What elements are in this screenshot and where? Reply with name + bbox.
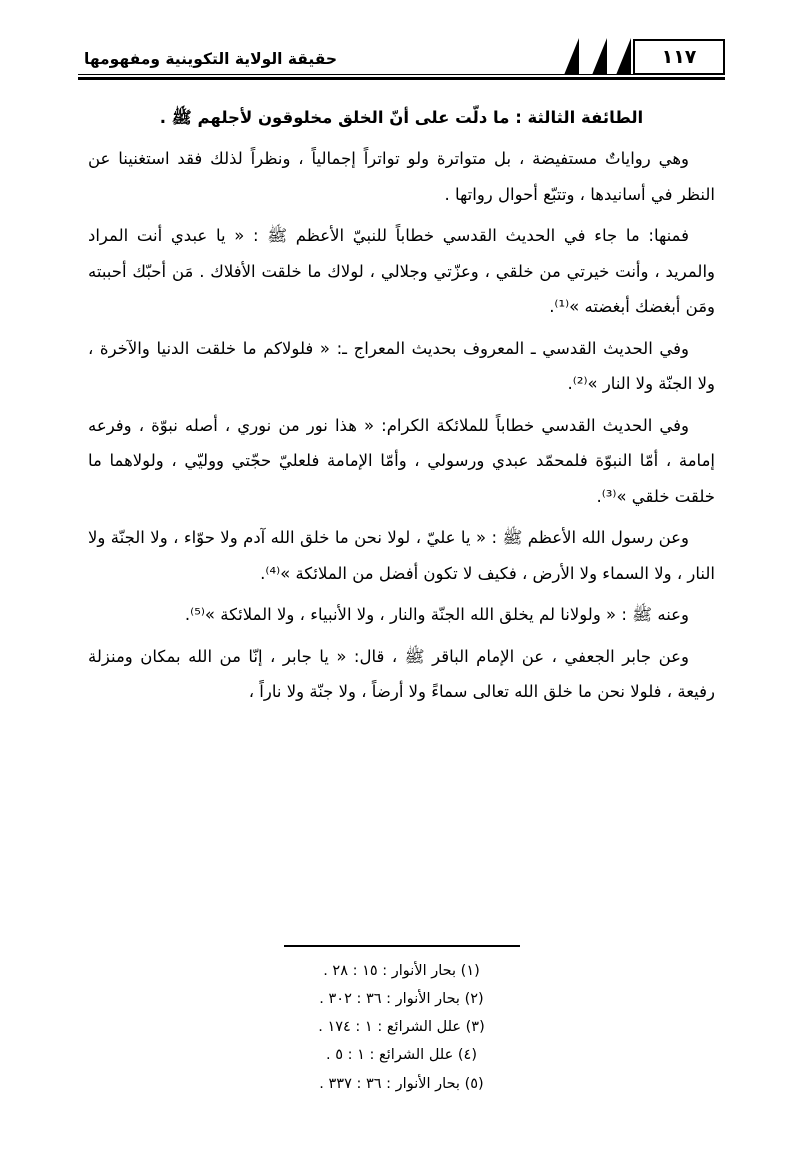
header-slash-decoration — [616, 38, 631, 75]
header-rule-thin — [78, 74, 725, 75]
footnote-item: (٢) بحار الأنوار : ٣٦ : ٣٠٢ . — [319, 990, 484, 1007]
header-title: حقيقة الولاية التكوينية ومفهومها — [84, 50, 338, 68]
body-paragraph-3: فمنها: ما جاء في الحديث القدسي خطاباً للنبيّ الأعظم ﷺ : « يا عبدي أنت المراد والمريد ، وأنت خيرتي من خلقي ، وعزّتي وجلالي ، لولاك ما خلقت الأفلاك . مَن أحبّك أحببته ومَن أبغضك أبغضته »⁽¹⁾. — [88, 226, 715, 317]
page-body — [88, 100, 715, 716]
body-paragraph-8: وعن جابر الجعفي ، عن الإمام الباقر ﷺ ، قال: « يا جابر ، إنّا من الله بمكان ومنزلة رفيعة ، فلولا نحن ما خلق الله تعالى سماءً ولا أرضاً ، ولا جنّة ولا ناراً ، — [88, 646, 715, 702]
footnote-section — [88, 945, 715, 1098]
body-paragraph-6: وعن رسول الله الأعظم ﷺ : « يا عليّ ، لولا نحن ما خلق الله آدم ولا حوّاء ، ولا الجنّة ولا النار ، ولا السماء ولا الأرض ، فكيف لا تكون أفضل من الملائكة »⁽⁴⁾. — [88, 528, 715, 583]
footnote-item: (٥) بحار الأنوار : ٣٦ : ٣٣٧ . — [319, 1075, 484, 1092]
footnote-separator — [284, 945, 520, 947]
footnote-item: (٣) علل الشرائع : ١ : ١٧٤ . — [318, 1019, 485, 1036]
header-rule-thick — [78, 77, 725, 80]
header-slash-decoration — [564, 38, 579, 75]
page-header — [78, 28, 725, 80]
body-paragraph-1: الطائفة الثالثة : ما دلّت على أنّ الخلق مخلوقون لأجلهم ﷺ . — [159, 108, 644, 127]
footnote-item: (١) بحار الأنوار : ١٥ : ٢٨ . — [323, 962, 480, 979]
body-paragraph-5: وفي الحديث القدسي خطاباً للملائكة الكرام: « هذا نور من نوري ، أصله نبوّة ، وفرعه إمامة ، أمّا النبوّة فلمحمّد عبدي ورسولي ، وأمّا الإمامة فلعليّ حجّتي ووليّي ، ولولاهما ما خلقت خلقي »⁽³⁾. — [88, 415, 715, 506]
body-paragraph-7: وعنه ﷺ : « ولولانا لم يخلق الله الجنّة والنار ، ولا الأنبياء ، ولا الملائكة »⁽⁵⁾. — [184, 605, 689, 625]
footnote-item: (٤) علل الشرائع : ١ : ٥ . — [326, 1047, 477, 1064]
body-paragraph-4: وفي الحديث القدسي ـ المعروف بحديث المعراج ـ: « فلولاكم ما خلقت الدنيا والآخرة ، ولا الجنّة ولا النار »⁽²⁾. — [88, 338, 715, 394]
page-number: ١١٧ — [633, 39, 725, 75]
body-paragraph-2: وهي رواياتٌ مستفيضة ، بل متواترة ولو تواتراً إجمالياً ، ونظراً لذلك فقد استغنينا عن النظر في أسانيدها ، وتتبّع أحوال رواتها . — [88, 149, 715, 204]
header-slash-decoration — [592, 38, 607, 75]
